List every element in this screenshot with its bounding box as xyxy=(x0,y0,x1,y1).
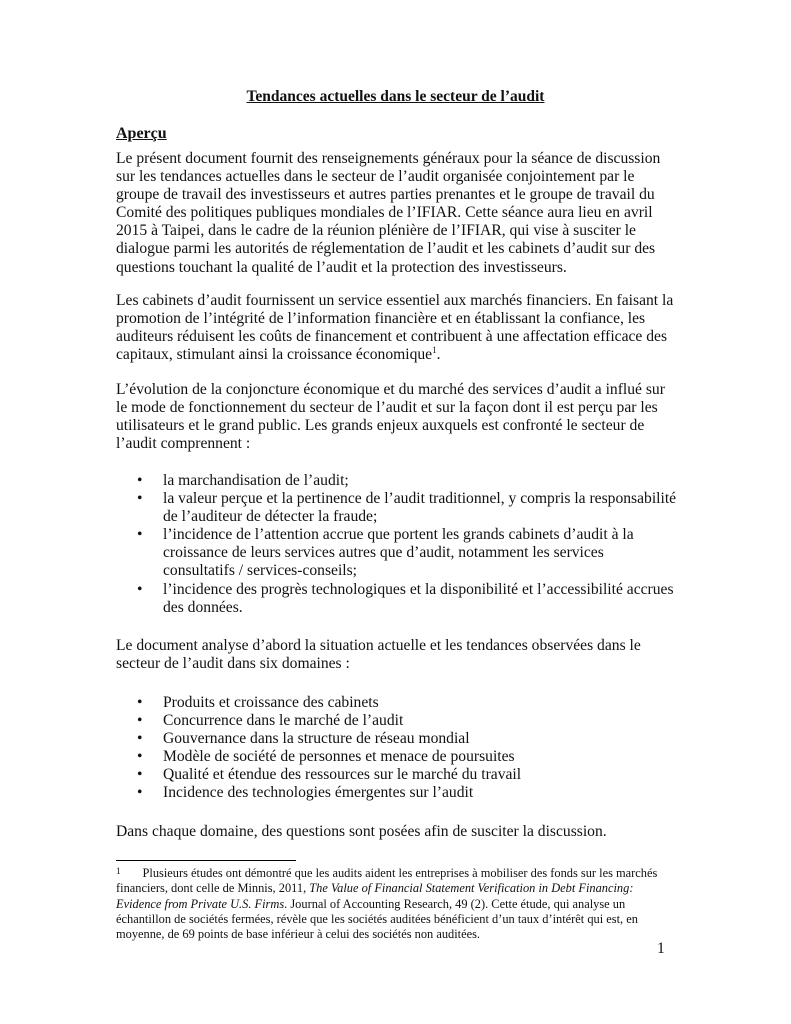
domains-list xyxy=(116,694,678,803)
bullet-icon: • xyxy=(137,490,143,508)
list-item-text: Concurrence dans le marché de l’audit xyxy=(163,712,404,730)
list-item-text: Incidence des technologies émergentes sur l’audit xyxy=(163,784,474,802)
document-title: Tendances actuelles dans le secteur de l’audit xyxy=(246,88,545,105)
page-number: 1 xyxy=(657,940,665,957)
list-item xyxy=(116,694,678,712)
paragraph-text: Les cabinets d’audit fournissent un service essentiel aux marchés financiers. En faisant la promotion de l’intégrité de l’information financière et en établissant la confiance, les auditeurs réduisent les coûts de financement et contribuent à une affectation efficace des capitaux, stimulant ainsi la croissance économique xyxy=(116,292,674,364)
footnote-reference[interactable]: 1 xyxy=(432,345,437,356)
list-item-text: Qualité et étendue des ressources sur le marché du travail xyxy=(163,766,522,784)
footnote xyxy=(116,866,678,942)
bullet-icon: • xyxy=(137,766,143,784)
list-item xyxy=(116,766,678,784)
intro-paragraph: Le présent document fournit des renseignements généraux pour la séance de discussion sur les tendances actuelles dans le secteur de l’audit organisée conjointement par le groupe de travail des investisseurs et autres parties prenantes et le groupe de travail du Comité des politiques publiques mondiales de l’IFIAR. Cette séance aura lieu en avril 2015 à Taipei, dans le cadre de la réunion plénière de l’IFIAR, qui vise à susciter le dialogue parmi les autorités de réglementation de l’audit et les cabinets d’audit sur des questions touchant la qualité de l’audit et la protection des investisseurs. xyxy=(116,150,661,276)
section-heading: Aperçu xyxy=(116,125,167,142)
bullet-icon: • xyxy=(137,580,143,598)
footnote-text-end: . Journal of Accounting Research, 49 (2). Cette étude, qui analyse un échantillon de sociétés fermées, révèle que les sociétés auditées bénéficient d’un taux d’intérêt qui est, en moyenne, de 69 points de base inférieur à celui des sociétés non auditées. xyxy=(116,896,638,942)
list-item-text: Modèle de société de personnes et menace de poursuites xyxy=(163,748,515,766)
list-item xyxy=(116,490,678,526)
closing-paragraph: Dans chaque domaine, des questions sont posées afin de susciter la discussion. xyxy=(116,823,607,840)
footnote-text: Plusieurs études ont démontré que les audits aident les entreprises à mobiliser des fonds sur les marchés financiers, dont celle de Minnis, 2011, xyxy=(116,866,658,896)
paragraph-end: . xyxy=(436,346,441,364)
footnote-mark: 1 xyxy=(116,866,121,876)
bullet-icon: • xyxy=(137,730,143,748)
list-item-text: Gouvernance dans la structure de réseau mondial xyxy=(163,730,470,748)
bullet-icon: • xyxy=(137,712,143,730)
list-item xyxy=(116,581,678,617)
bullet-icon: • xyxy=(137,526,143,544)
bullet-icon: • xyxy=(137,694,143,711)
domains-intro-paragraph: Le document analyse d’abord la situation actuelle et les tendances observées dans le secteur de l’audit dans six domaines : xyxy=(116,637,641,673)
list-item-text: Produits et croissance des cabinets xyxy=(163,694,379,711)
bullet-icon: • xyxy=(137,748,143,766)
list-item-text: la valeur perçue et la pertinence de l’audit traditionnel, y compris la responsabilité de l’auditeur de détecter la fraude; xyxy=(163,490,677,526)
issues-list xyxy=(116,472,678,617)
list-item xyxy=(116,730,678,748)
list-item xyxy=(116,472,678,490)
footnote-cited-title: The Value of Financial Statement Verification in Debt Financing: Evidence from Private U.S. Firms xyxy=(116,881,634,911)
bullet-icon: • xyxy=(137,784,143,802)
list-item xyxy=(116,748,678,766)
list-item xyxy=(116,526,678,580)
list-item-text: l’incidence de l’attention accrue que portent les grands cabinets d’audit à la croissance de leurs services autres que d’audit, notamment les services consultatifs / services-conseils; xyxy=(163,526,634,580)
audit-service-paragraph xyxy=(116,292,678,364)
list-item xyxy=(116,784,678,802)
list-item-text: la marchandisation de l’audit; xyxy=(163,472,349,489)
footnote-separator xyxy=(116,860,296,861)
list-item-text: l’incidence des progrès technologiques et la disponibilité et l’accessibilité accrues des données. xyxy=(163,580,674,616)
evolution-paragraph: L’évolution de la conjoncture économique et du marché des services d’audit a influé sur le mode de fonctionnement du secteur de l’audit et sur la façon dont il est perçu par les utilisateurs et le grand public. Les grands enjeux auxquels est confronté le secteur de l’audit comprennent : xyxy=(116,381,665,453)
list-item xyxy=(116,712,678,730)
bullet-icon: • xyxy=(137,472,143,489)
